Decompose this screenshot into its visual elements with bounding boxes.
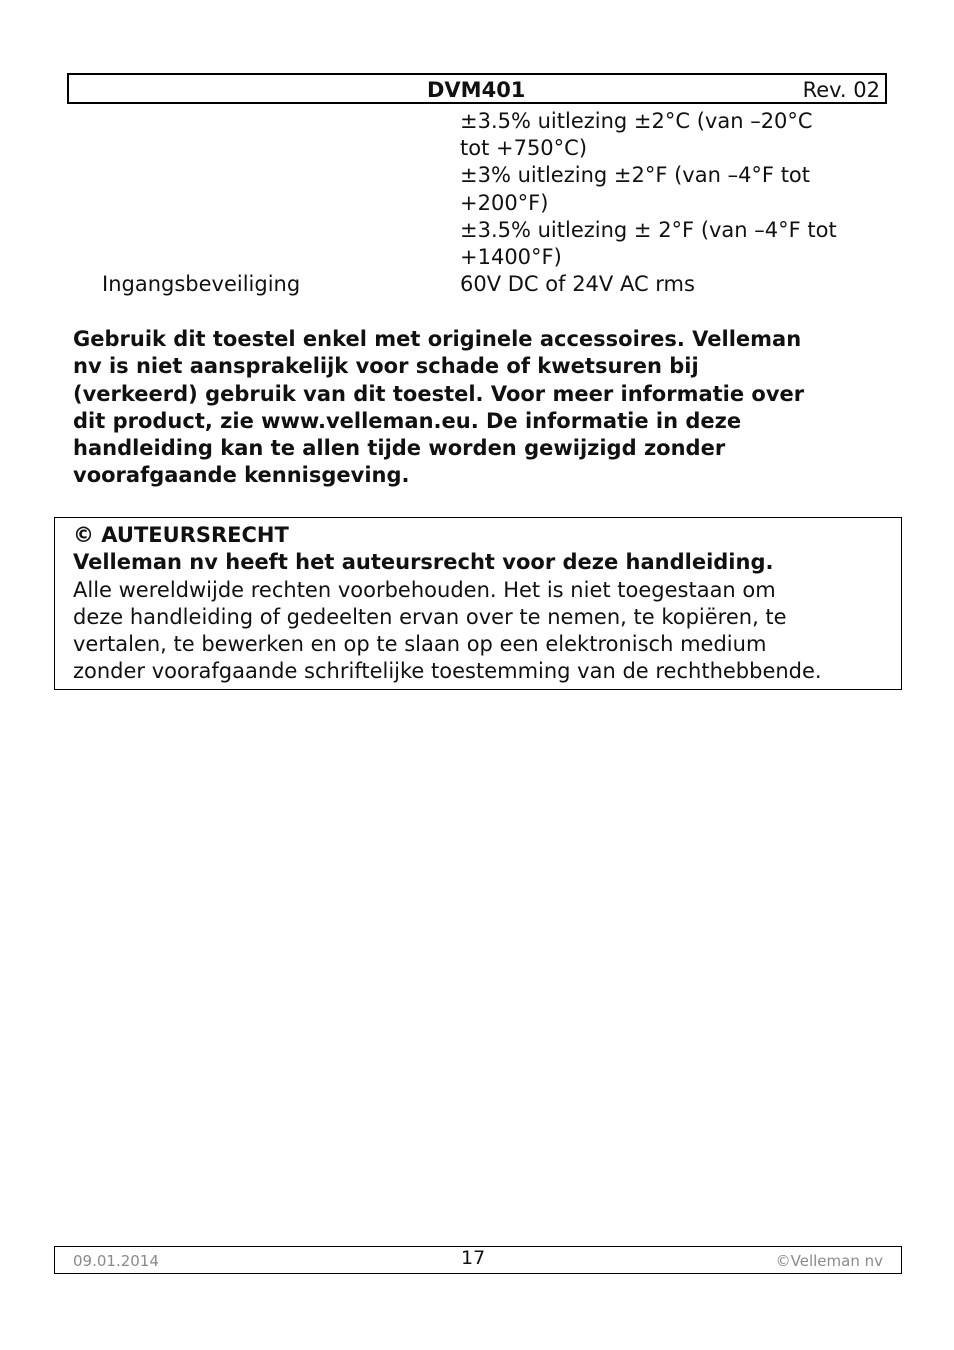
notice-line: Gebruik dit toestel enkel met originele accessoires. Velleman bbox=[73, 327, 802, 351]
page-number: 17 bbox=[461, 1247, 486, 1269]
notice-line: handleiding kan te allen tijde worden gewijzigd zonder bbox=[73, 436, 726, 461]
copyright-title: © AUTEURSRECHT bbox=[73, 523, 289, 547]
copyright-box bbox=[54, 517, 902, 690]
copyright-body-line: vertalen, te bewerken en op te slaan op een elektronisch medium bbox=[73, 632, 767, 657]
spec-line: ±3.5% uitlezing ±2°C (van –20°C bbox=[460, 109, 813, 133]
spec-line: +1400°F) bbox=[460, 245, 562, 270]
notice-line: dit product, zie www.velleman.eu. De informatie in deze bbox=[73, 408, 742, 433]
notice-line: voorafgaande kennisgeving. bbox=[73, 463, 410, 488]
spec-line: +200°F) bbox=[460, 190, 549, 215]
spec-line: tot +750°C) bbox=[460, 136, 588, 161]
notice-line: nv is niet aansprakelijk voor schade of kwetsuren bij bbox=[73, 354, 699, 379]
revision-label: Rev. 02 bbox=[802, 78, 880, 102]
input-protection-label: Ingangsbeveiliging bbox=[102, 272, 301, 296]
accuracy-spec-values bbox=[460, 108, 890, 271]
copyright-body-line: Alle wereldwijde rechten voorbehouden. Het is niet toegestaan om bbox=[73, 577, 776, 602]
spec-line: ±3% uitlezing ±2°F (van –4°F tot bbox=[460, 163, 811, 188]
copyright-body-line: deze handleiding of gedeelten ervan over te nemen, te kopiëren, te bbox=[73, 604, 787, 629]
footer-copyright: ©Velleman nv bbox=[775, 1252, 883, 1270]
model-name: DVM401 bbox=[427, 78, 526, 102]
input-protection-value: 60V DC of 24V AC rms bbox=[460, 272, 695, 296]
copyright-body-line: zonder voorafgaande schriftelijke toestemming van de rechthebbende. bbox=[73, 659, 822, 684]
notice-line: (verkeerd) gebruik van dit toestel. Voor meer informatie over bbox=[73, 381, 805, 406]
spec-line: ±3.5% uitlezing ± 2°F (van –4°F tot bbox=[460, 217, 837, 242]
document-header bbox=[67, 73, 887, 104]
page-footer bbox=[54, 1246, 902, 1274]
copyright-subtitle: Velleman nv heeft het auteursrecht voor deze handleiding. bbox=[73, 550, 774, 575]
footer-date: 09.01.2014 bbox=[73, 1252, 159, 1270]
usage-notice bbox=[73, 326, 873, 490]
